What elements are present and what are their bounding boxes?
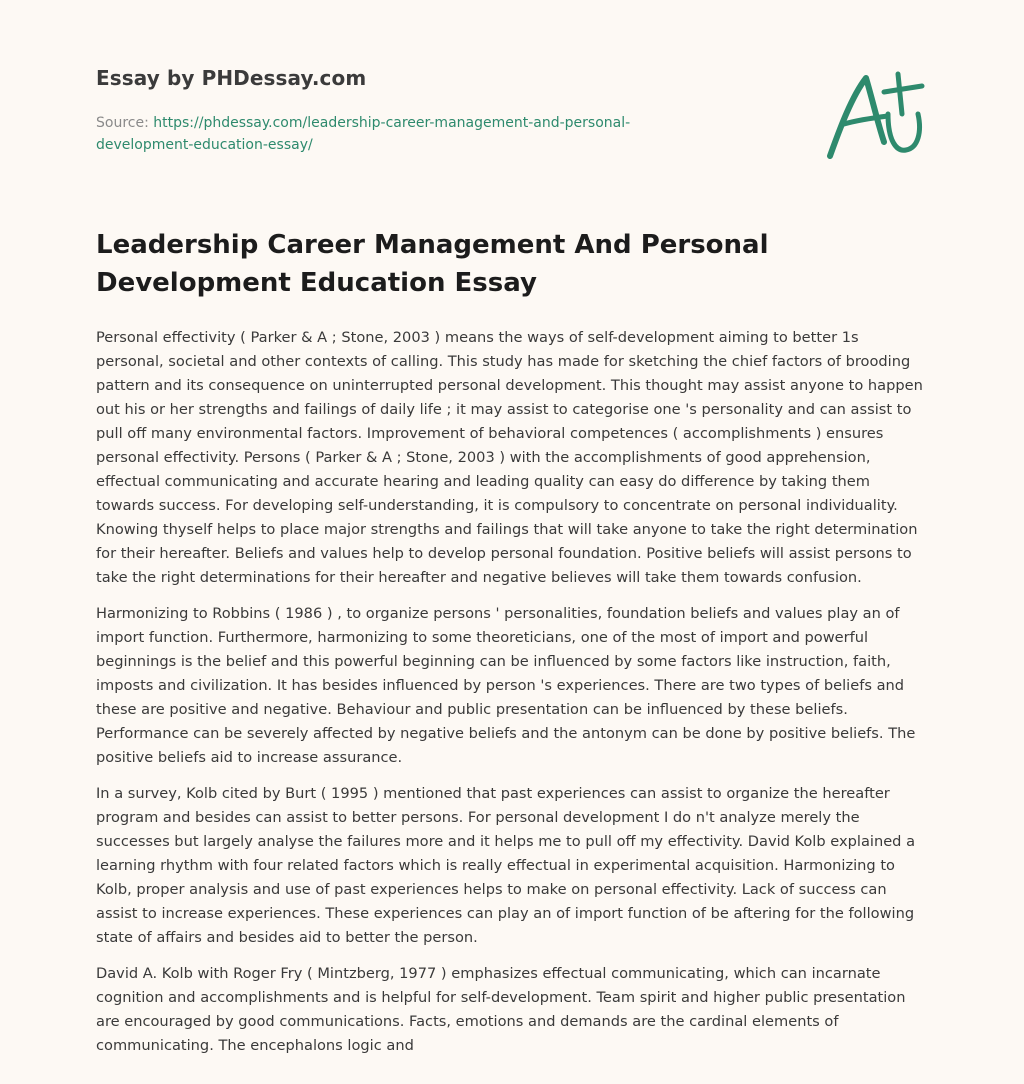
essay-paragraph: David A. Kolb with Roger Fry ( Mintzberg, 1977 ) emphasizes effectual communicating, which can incarnate cognition and accomplishments and is helpful for self-development. Team spirit and higher public presentation are encouraged by good communications. Facts, emotions and demands are the cardinal elements of communicating. The encephalons logic and xyxy=(96,965,906,1054)
site-brand: Essay by PHDessay.com xyxy=(96,66,367,90)
source-label: Source: xyxy=(96,115,149,131)
essay-page xyxy=(96,0,926,1054)
source-line xyxy=(96,112,696,156)
page-header xyxy=(96,0,926,200)
source-link[interactable]: https://phdessay.com/leadership-career-management-and-personal-development-education-essay/ xyxy=(96,115,631,153)
essay-paragraph: In a survey, Kolb cited by Burt ( 1995 ) mentioned that past experiences can assist to organize the hereafter program and besides can assist to better persons. For personal development I do n't analyze merely the successes but largely analyse the failures more and it helps me to pull off my effectivity. David Kolb explained a learning rhythm with four related factors which is really effectual in experimental acquisition. Harmonizing to Kolb, proper analysis and use of past experiences helps to make on personal effectivity. Lack of success can assist to increase experiences. These experiences can play an of import function of be aftering for the following state of affairs and besides aid to better the person. xyxy=(96,785,916,946)
essay-paragraph: Personal effectivity ( Parker & A ; Stone, 2003 ) means the ways of self-development aiming to better 1s personal, societal and other contexts of calling. This study has made for sketching the chief factors of brooding pattern and its consequence on uninterrupted personal development. This thought may assist anyone to happen out his or her strengths and failings of daily life ; it may assist to categorise one 's personality and can assist to pull off many environmental factors. Improvement of behavioral competences ( accomplishments ) ensures personal effectivity. Persons ( Parker & A ; Stone, 2003 ) with the accomplishments of good apprehension, effectual communicating and accurate hearing and leading quality can easy do difference by taking them towards success. For developing self-understanding, it is compulsory to concentrate on personal individuality. Knowing thyself helps to place major strengths and failings that will take anyone to take the right determination for their hereafter. Beliefs and values help to develop personal foundation. Positive beliefs will assist persons to take the right determinations for their hereafter and negative believes will take them towards confusion. xyxy=(96,329,923,586)
essay-title: Leadership Career Management And Personal Development Education Essay xyxy=(96,230,769,298)
essay-body xyxy=(96,326,926,1070)
essay-paragraph: Harmonizing to Robbins ( 1986 ) , to organize persons ' personalities, foundation beliefs and values play an of import function. Furthermore, harmonizing to some theoreticians, one of the most of import and powerful beginnings is the belief and this powerful beginning can be influenced by some factors like instruction, faith, imposts and civilization. It has besides influenced by person 's experiences. There are two types of beliefs and these are positive and negative. Behaviour and public presentation can be influenced by these beliefs. Performance can be severely affected by negative beliefs and the antonym can be done by positive beliefs. The positive beliefs aid to increase assurance. xyxy=(96,605,916,766)
a-plus-grade-icon xyxy=(822,68,926,164)
